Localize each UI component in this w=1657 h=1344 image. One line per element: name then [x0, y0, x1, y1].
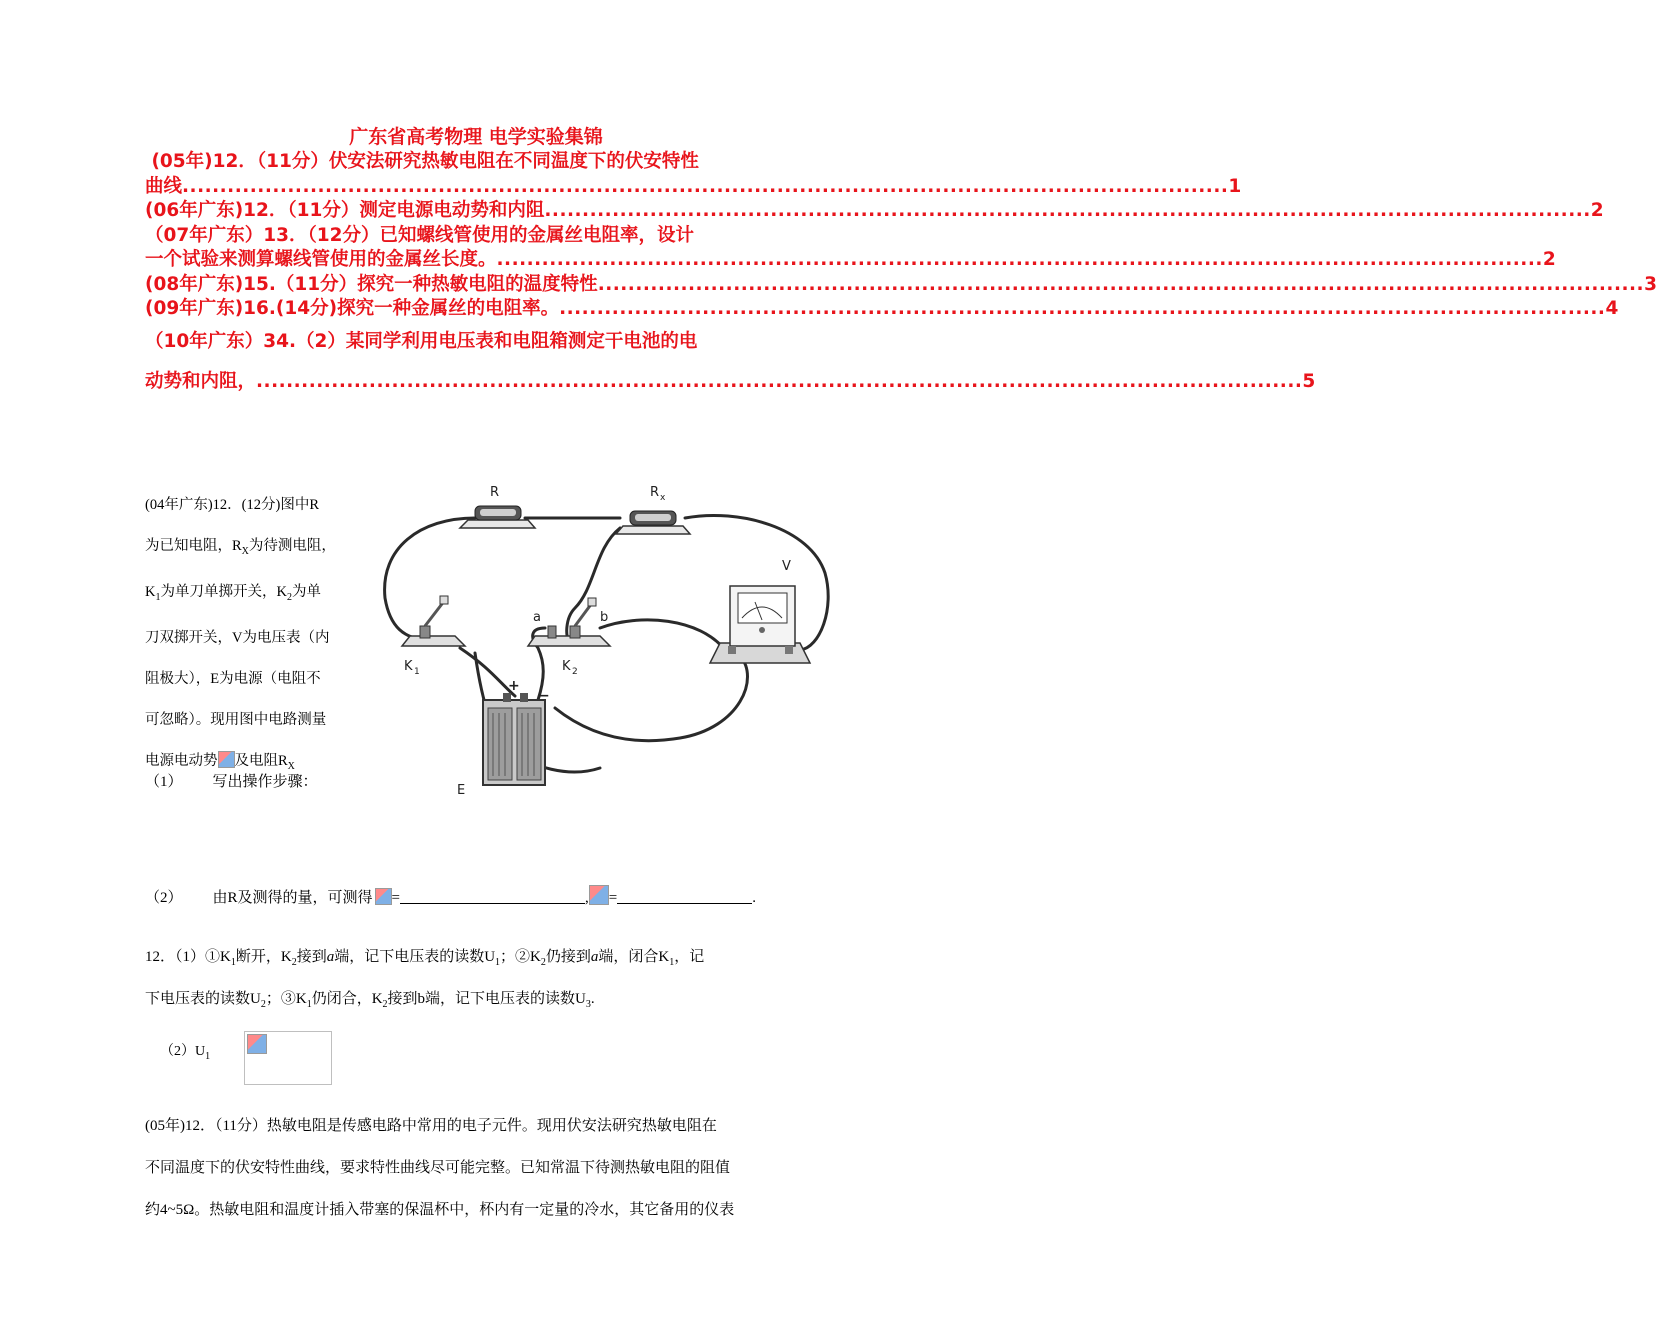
- answer-blank[interactable]: [617, 889, 752, 904]
- voltmeter-icon: [710, 586, 810, 663]
- toc-entry-06[interactable]: [145, 199, 1604, 224]
- text-line: (04年广东)12．(12分)图中R: [145, 497, 319, 513]
- label-b: b: [600, 610, 609, 625]
- text-line: 为已知电阻，$R_X$为待测电阻，: [145, 538, 336, 557]
- switch-k1-icon: [402, 596, 465, 646]
- text-line: 可忽略）。现用图中电路测量: [145, 711, 327, 728]
- toc-entry-10[interactable]: [145, 322, 1316, 402]
- label-rx-sub: x: [660, 493, 666, 503]
- toc-page-number: 1: [1228, 175, 1242, 197]
- toc-entry-lead: (05年)12．（11分）伏安法研究热敏电阻在不同温度下的伏安特性: [145, 151, 699, 172]
- text-line: (05年)12．（11分）热敏电阻是传感电路中常用的电子元件。现用伏安法研究热敏电阻在: [145, 1118, 717, 1134]
- label-e: E: [457, 783, 466, 798]
- answer-blank[interactable]: [400, 889, 585, 904]
- battery-icon: [483, 693, 545, 785]
- label-k2: K: [562, 659, 571, 674]
- circuit-diagram: [380, 478, 830, 803]
- toc-entry-08[interactable]: [145, 273, 1657, 298]
- toc-entry-07[interactable]: [145, 224, 1556, 273]
- broken-image-icon: [589, 885, 609, 905]
- broken-image-icon: [218, 751, 235, 768]
- question-number: （1）: [145, 774, 183, 790]
- toc-entry-text: (09年广东)16.(14分)探究一种金属丝的电阻率。: [145, 298, 560, 319]
- toc-entry-text: 动势和内阻，: [145, 370, 257, 392]
- text-line: $K_1$为单刀单掷开关，$K_2$为单: [145, 583, 321, 603]
- text-line: 不同温度下的伏安特性曲线，要求特性曲线尽可能完整。已知常温下待测热敏电阻的阻值: [145, 1160, 731, 1176]
- label-minus: −: [538, 688, 550, 704]
- problem-05-text: [145, 1105, 810, 1231]
- label-r: R: [490, 485, 500, 500]
- formula-image-frame: [244, 1031, 332, 1085]
- document-title: 广东省高考物理 电学实验集锦: [349, 126, 603, 148]
- toc-leader-dots: ...........................................................................................................................................: [496, 249, 1543, 270]
- toc-page-number: 4: [1605, 298, 1619, 319]
- toc-leader-dots: ...........................................................................................................................................: [256, 370, 1303, 392]
- answer-line-1: 12．$(1)①K_1$断开，$K_2$接到a端，记下电压表的读数$U_1$；$②K_2$仍接到a端，闭合$K_1$，记: [145, 949, 705, 968]
- toc-leader-dots: ...........................................................................................................................................: [544, 200, 1591, 221]
- text-line: 电源电动势 及电阻$R_X$: [145, 752, 295, 772]
- toc-entry-05[interactable]: [145, 150, 1242, 199]
- text-line: 阻极大），E为电源（电阻不: [145, 670, 321, 687]
- svg-text:1: 1: [414, 667, 420, 677]
- broken-image-icon: [247, 1034, 267, 1054]
- question-1: [145, 770, 318, 791]
- toc-page-number: 5: [1302, 370, 1316, 392]
- table-of-contents: [145, 124, 1657, 402]
- svg-text:2: 2: [572, 667, 578, 677]
- label-a: a: [533, 610, 541, 625]
- label-k1: K: [404, 659, 413, 674]
- toc-entry-text: (08年广东)15.（11分）探究一种热敏电阻的温度特性: [145, 273, 598, 295]
- toc-entry-lead: （10年广东）34.（2）某同学利用电压表和电阻箱测定干电池的电: [145, 330, 698, 352]
- toc-page-number: 3: [1644, 273, 1657, 295]
- broken-image-icon: [375, 888, 392, 905]
- toc-leader-dots: ...........................................................................................................................................: [559, 298, 1606, 319]
- question-number: （2）: [145, 890, 183, 906]
- problem-04-text: [145, 485, 380, 787]
- toc-entry-text: 一个试验来测算螺线管使用的金属丝长度。: [145, 249, 497, 270]
- question-2: （2） 由R及测得的量，可测得 = , = .: [145, 885, 756, 907]
- toc-leader-dots: ...........................................................................................................................................: [182, 175, 1229, 197]
- label-plus: +: [508, 678, 520, 694]
- toc-entry-lead: （07年广东）13．（12分）已知螺线管使用的金属丝电阻率，设计: [145, 224, 694, 246]
- toc-page-number: 2: [1542, 249, 1556, 270]
- question-text: 写出操作步骤：: [212, 774, 318, 790]
- question-text: 由R及测得的量，可测得: [212, 890, 373, 906]
- toc-entry-text: 曲线: [145, 175, 183, 197]
- resistor-rx-icon: [616, 511, 690, 534]
- toc-leader-dots: ...........................................................................................................................................: [597, 273, 1645, 295]
- toc-entry-09[interactable]: [145, 297, 1619, 322]
- text-line: 约4~5Ω。热敏电阻和温度计插入带塞的保温杯中，杯内有一定量的冷水，其它备用的仪表: [145, 1202, 735, 1218]
- label-v: V: [782, 559, 791, 574]
- toc-entry-text: (06年广东)12．（11分）测定电源电动势和内阻: [145, 200, 545, 221]
- label-rx: R: [650, 485, 660, 500]
- answer-line-2: 下电压表的读数$U_2$；$③K_1$仍闭合，$K_2$接到b端，记下电压表的读数$U_3$.: [145, 991, 595, 1010]
- answer-part-2: $(2)U_1$: [160, 1044, 211, 1062]
- text-line: 刀双掷开关，V为电压表（内: [145, 629, 330, 646]
- toc-page-number: 2: [1590, 200, 1604, 221]
